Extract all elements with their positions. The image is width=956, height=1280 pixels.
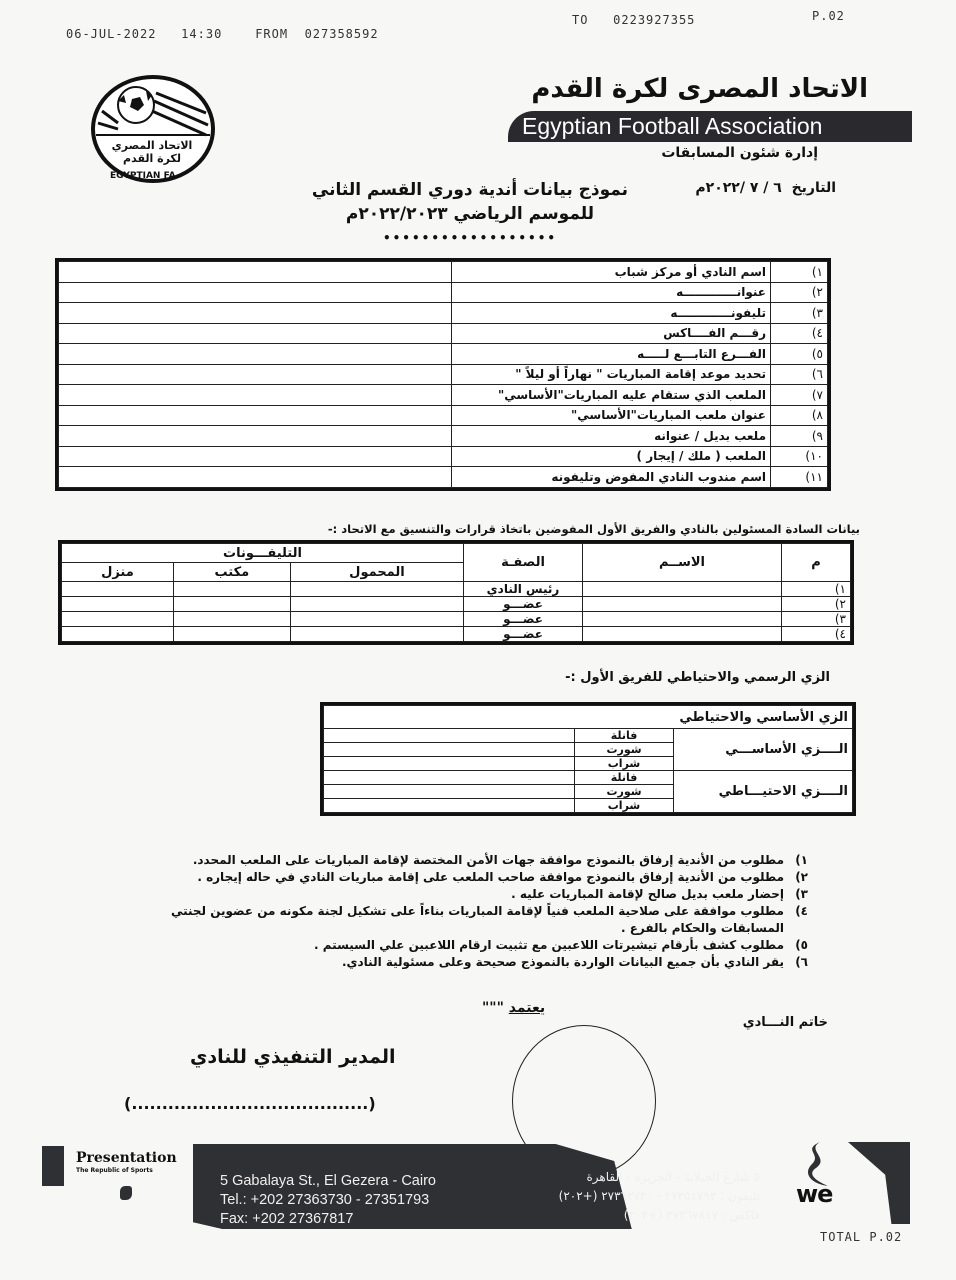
- club-info-number: ٦): [771, 364, 828, 385]
- uniform-item-label: شورت: [575, 785, 674, 799]
- note-item: [128, 852, 808, 869]
- uniform-item-label: شراب: [575, 757, 674, 771]
- club-info-label: اسم مندوب النادي المفوض وتليفونه: [452, 467, 771, 488]
- official-home-field[interactable]: [62, 627, 174, 642]
- uniform-item-value-field[interactable]: [324, 799, 575, 813]
- uniform-row: [324, 771, 853, 785]
- fax-recipient: [572, 13, 695, 27]
- club-info-label: تحديد موعد إقامة المباريات " نهاراً أو ليلاً ": [452, 364, 771, 385]
- note-text: إحضار ملعب بديل صالح لإقامة المباريات عليه .: [511, 887, 784, 901]
- club-info-number: ٨): [771, 405, 828, 426]
- note-text: مطلوب من الأندية إرفاق بالنموذج موافقة جهات الأمن المختصة لإقامة المباريات على الملعب المحدد.: [192, 853, 784, 867]
- official-row: [62, 612, 851, 627]
- club-info-value-field[interactable]: [59, 344, 452, 365]
- note-text: مطلوب كشف بأرقام تيشيرتات اللاعبين مع تثبيت ارقام اللاعبين علي السيستم .: [314, 938, 784, 952]
- note-item: [128, 869, 808, 886]
- note-item: [128, 954, 808, 971]
- club-info-number: ١): [771, 262, 828, 283]
- club-info-label: الملعب ( ملك / إيجار ): [452, 446, 771, 467]
- col-name: الاســم: [583, 544, 782, 582]
- club-info-row: [59, 282, 828, 303]
- form-title: [300, 178, 640, 250]
- club-info-row: [59, 303, 828, 324]
- note-number: ٢): [795, 870, 808, 884]
- club-info-number: ٢): [771, 282, 828, 303]
- uniform-item-value-field[interactable]: [324, 743, 575, 757]
- uniform-item-label: فانلة: [575, 771, 674, 785]
- note-text: يقر النادي بأن جميع البيانات الواردة بالنموذج صحيحة وعلى مسئولية النادي.: [341, 955, 784, 969]
- club-info-value-field[interactable]: [59, 262, 452, 283]
- club-info-value-field[interactable]: [59, 426, 452, 447]
- col-role: الصفـة: [464, 544, 583, 582]
- note-item: [128, 937, 808, 954]
- col-num: م: [782, 544, 851, 582]
- club-info-number: ٥): [771, 344, 828, 365]
- footer-contact-en: [220, 1172, 436, 1229]
- uniform-item-label: شراب: [575, 799, 674, 813]
- club-info-value-field[interactable]: [59, 467, 452, 488]
- official-role: رئيس النادي: [464, 582, 583, 597]
- note-item: [128, 903, 808, 937]
- fax-total-pages: TOTAL P.02: [820, 1230, 903, 1244]
- club-info-label: تليفونـــــــــــــه: [452, 303, 771, 324]
- uniform-item-label: فانلة: [575, 729, 674, 743]
- form-date: [695, 180, 836, 196]
- club-info-row: [59, 446, 828, 467]
- official-mobile-field[interactable]: [290, 612, 463, 627]
- footer-address-en: 5 Gabalaya St., El Gezera - Cairo: [220, 1173, 436, 1189]
- club-info-value-field[interactable]: [59, 405, 452, 426]
- club-info-number: ٩): [771, 426, 828, 447]
- club-info-value-field[interactable]: [59, 364, 452, 385]
- official-mobile-field[interactable]: [290, 627, 463, 642]
- official-name-field[interactable]: [583, 612, 782, 627]
- footer-fax-ar: فاكس : ٢٧٣٦٧٨١٧ (+٢٠٢): [623, 1208, 760, 1222]
- official-number: ٣): [782, 612, 851, 627]
- uniform-row: [324, 729, 853, 743]
- club-info-label: عنوانـــــــــــــه: [452, 282, 771, 303]
- official-name-field[interactable]: [583, 627, 782, 642]
- fax-timestamp: [66, 27, 379, 41]
- note-number: ٣): [795, 887, 808, 901]
- uniform-item-value-field[interactable]: [324, 729, 575, 743]
- approve-quotes: """: [482, 1000, 504, 1016]
- official-row: [62, 627, 851, 642]
- official-home-field[interactable]: [62, 582, 174, 597]
- club-info-label: اسم النادي أو مركز شباب: [452, 262, 771, 283]
- note-number: ١): [795, 853, 808, 867]
- logo-text-ar: الاتحاد المصري لكرة القدم: [111, 139, 193, 165]
- club-info-number: ٤): [771, 323, 828, 344]
- fax-date: 06-JUL-2022: [66, 27, 157, 41]
- form-title-line1: نموذج بيانات أندية دوري القسم الثاني: [311, 180, 629, 200]
- club-info-value-field[interactable]: [59, 303, 452, 324]
- approve-text: يعتمد: [508, 1000, 546, 1016]
- uniform-heading: الزي الرسمي والاحتياطي للفريق الأول :-: [565, 670, 830, 685]
- club-info-value-field[interactable]: [59, 282, 452, 303]
- org-name-en-banner: Egyptian Football Association: [508, 111, 912, 142]
- sponsor-logo: [42, 1146, 192, 1216]
- official-number: ١): [782, 582, 851, 597]
- club-info-row: [59, 344, 828, 365]
- official-role: عضـــو: [464, 597, 583, 612]
- official-home-field[interactable]: [62, 597, 174, 612]
- officials-heading: بيانات السادة المسئولين بالنادي والفريق الأول المفوضين باتخاذ قرارات والتنسيق مع الاتحاد :-: [327, 522, 860, 536]
- notes-list: [128, 852, 808, 971]
- official-office-field[interactable]: [173, 582, 290, 597]
- uniform-item-label: شورت: [575, 743, 674, 757]
- official-row: [62, 597, 851, 612]
- club-info-number: ١٠): [771, 446, 828, 467]
- sponsor-name: Presentation: [76, 1150, 177, 1166]
- uniform-group-label: الــــزي الأساســـي: [674, 729, 853, 771]
- approve-label: [482, 1000, 545, 1016]
- form-title-line2: للموسم الرياضي ٢٠٢٢/٢٠٢٣م: [345, 204, 595, 224]
- efa-logo: [88, 73, 218, 185]
- official-office-field[interactable]: [173, 597, 290, 612]
- department-name: إدارة شئون المسابقات: [661, 145, 818, 161]
- club-stamp-label: خاتم النـــادي: [742, 1015, 828, 1030]
- uniform-item-value-field[interactable]: [324, 757, 575, 771]
- official-role: عضـــو: [464, 627, 583, 642]
- col-office: مكتب: [173, 563, 290, 582]
- sponsor-tagline: The Republic of Sports: [76, 1167, 153, 1174]
- fax-to-label: TO: [572, 13, 589, 27]
- date-label: التاريخ: [791, 180, 836, 196]
- footer-tel-en: Tel.: +202 27363730 - 27351793: [220, 1192, 430, 1208]
- club-info-value-field[interactable]: [59, 323, 452, 344]
- official-row: [62, 582, 851, 597]
- club-info-label: عنوان ملعب المباريات"الأساسي": [452, 405, 771, 426]
- fax-time: 14:30: [181, 27, 223, 41]
- club-info-label: الملعب الذي ستقام عليه المباريات"الأساسي": [452, 385, 771, 406]
- note-number: ٦): [795, 955, 808, 969]
- club-info-table: [55, 258, 831, 491]
- col-phones: التليفـــونات: [62, 544, 464, 563]
- official-number: ٤): [782, 627, 851, 642]
- note-number: ٥): [795, 938, 808, 952]
- fax-from-number: 027358592: [304, 27, 379, 41]
- uniform-item-value-field[interactable]: [324, 771, 575, 785]
- footer-address-ar: ٥ شارع الجبلاية - الجزيرة - القاهرة: [586, 1170, 760, 1184]
- col-mobile: المحمول: [290, 563, 463, 582]
- fax-to-number: 0223927355: [613, 13, 696, 27]
- officials-table: [58, 540, 854, 645]
- fax-from-label: FROM: [255, 27, 289, 41]
- sponsor-flag-shape: [42, 1146, 64, 1186]
- org-name-ar: الاتحاد المصرى لكرة القدم: [531, 74, 868, 104]
- official-office-field[interactable]: [173, 627, 290, 642]
- club-info-row: [59, 364, 828, 385]
- official-mobile-field[interactable]: [290, 582, 463, 597]
- official-name-field[interactable]: [583, 597, 782, 612]
- note-text: مطلوب من الأندية إرفاق بالنموذج موافقة صاحب الملعب على إقامة مباريات النادي في حاله إيجاره .: [197, 870, 784, 884]
- note-item: [128, 886, 808, 903]
- note-number: ٤): [795, 904, 808, 918]
- uniform-item-value-field[interactable]: [324, 785, 575, 799]
- official-role: عضـــو: [464, 612, 583, 627]
- footer-corner-shape: [848, 1142, 910, 1224]
- form-title-dots: ••••••••••••••••••: [382, 231, 558, 245]
- we-logo-text: we: [796, 1180, 833, 1208]
- club-info-row: [59, 426, 828, 447]
- fax-page-number: P.02: [812, 9, 845, 23]
- uniform-group-label: الــــزي الاحتيـــاطي: [674, 771, 853, 813]
- director-signature-line: (.......................................): [124, 1094, 376, 1113]
- club-info-label: رقـــم الفــــاكس: [452, 323, 771, 344]
- club-info-row: [59, 467, 828, 488]
- uniform-table: [320, 702, 856, 816]
- uniform-table-header: الزي الأساسي والاحتياطي: [324, 706, 853, 729]
- official-office-field[interactable]: [173, 612, 290, 627]
- we-logo: [794, 1140, 844, 1212]
- club-info-row: [59, 385, 828, 406]
- official-mobile-field[interactable]: [290, 597, 463, 612]
- footer-fax-en: Fax: +202 27367817: [220, 1211, 354, 1227]
- date-value: ٦ / ٧ /٢٠٢٢م: [695, 180, 782, 196]
- logo-text-en: EGYPTIAN FA: [110, 171, 176, 181]
- club-info-label: ملعب بديل / عنوانه: [452, 426, 771, 447]
- note-text: مطلوب موافقة على صلاحية الملعب فنياً لإقامة المباريات بناءاً على تشكيل لجنة مكونه من عضوين لجنتي المسابقات والحكام بالفرع .: [170, 904, 784, 935]
- col-home: منزل: [62, 563, 174, 582]
- club-info-number: ٣): [771, 303, 828, 324]
- club-info-number: ١١): [771, 467, 828, 488]
- club-info-number: ٧): [771, 385, 828, 406]
- efa-logo-emblem: [88, 73, 218, 185]
- official-number: ٢): [782, 597, 851, 612]
- club-info-row: [59, 405, 828, 426]
- official-home-field[interactable]: [62, 612, 174, 627]
- club-info-row: [59, 262, 828, 283]
- footer-tel-ar: تليفون : ٢٧٣٥١٧٩٣ - ٢٧٣٦٣٧٣٠ (+٢٠٢): [558, 1189, 760, 1203]
- club-info-row: [59, 323, 828, 344]
- club-info-label: الفـــرع التابـــع لـــــه: [452, 344, 771, 365]
- official-name-field[interactable]: [583, 582, 782, 597]
- club-info-value-field[interactable]: [59, 385, 452, 406]
- club-info-value-field[interactable]: [59, 446, 452, 467]
- sponsor-icon: [120, 1186, 132, 1200]
- executive-director-label: المدير التنفيذي للنادي: [190, 1046, 396, 1068]
- footer-contact-ar: [559, 1168, 760, 1225]
